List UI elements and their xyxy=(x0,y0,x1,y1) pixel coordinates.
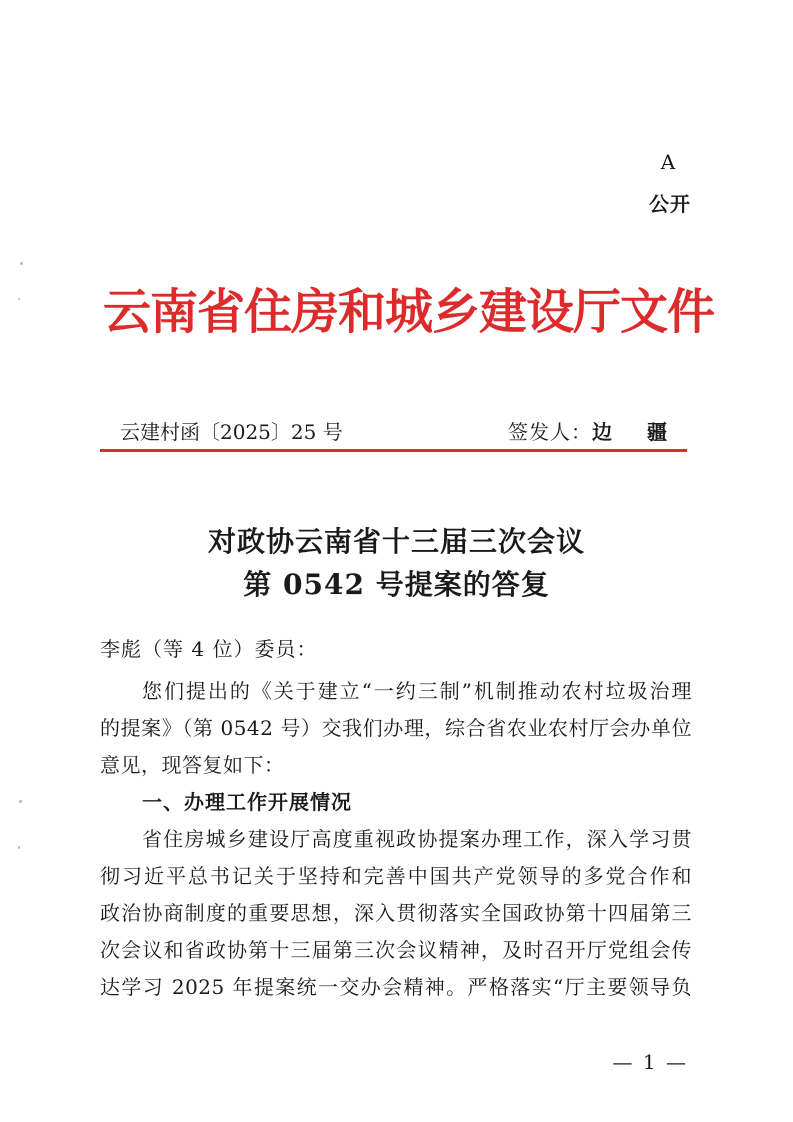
document-number: 云建村函〔2025〕25 号 xyxy=(120,420,343,444)
salutation: 李彪（等 4 位）委员： xyxy=(100,637,318,661)
document-level: A xyxy=(660,150,676,174)
scan-speck xyxy=(19,800,22,803)
section1-line-5: 达学习 2025 年提案统一交办会精神。严格落实“厅主要领导负 xyxy=(100,975,692,999)
signer-label: 签发人： xyxy=(508,420,593,444)
signer xyxy=(508,416,681,445)
intro-line-1: 您们提出的《关于建立“一约三制”机制推动农村垃圾治理 xyxy=(142,679,692,703)
reply-title-line-2: 第 0542 号提案的答复 xyxy=(243,568,550,601)
scan-speck xyxy=(18,846,20,849)
reply-title-line-1: 对政协云南省十三届三次会议 xyxy=(207,525,585,558)
page-number: — 1 — xyxy=(612,1050,688,1074)
masthead-title: 云南省住房和城乡建设厅文件 xyxy=(103,284,715,340)
section1-line-2: 彻习近平总书记关于坚持和完善中国共产党领导的多党合作和 xyxy=(100,864,692,888)
intro-line-3: 意见，现答复如下： xyxy=(100,753,285,777)
signer-name: 边 疆 xyxy=(592,420,681,444)
section1-line-3: 政治协商制度的重要思想，深入贯彻落实全国政协第十四届第三 xyxy=(100,901,692,925)
scan-speck xyxy=(18,298,20,300)
scan-speck xyxy=(20,262,23,265)
red-divider xyxy=(100,449,687,452)
section1-line-1: 省住房城乡建设厅高度重视政协提案办理工作，深入学习贯 xyxy=(142,827,692,851)
section-heading-1: 一、办理工作开展情况 xyxy=(142,790,352,814)
section1-line-4: 次会议和省政协第十三届第三次会议精神，及时召开厅党组会传 xyxy=(100,938,692,962)
intro-line-2: 的提案》（第 0542 号）交我们办理，综合省农业农村厅会办单位 xyxy=(100,716,692,740)
visibility-label: 公开 xyxy=(649,192,691,216)
